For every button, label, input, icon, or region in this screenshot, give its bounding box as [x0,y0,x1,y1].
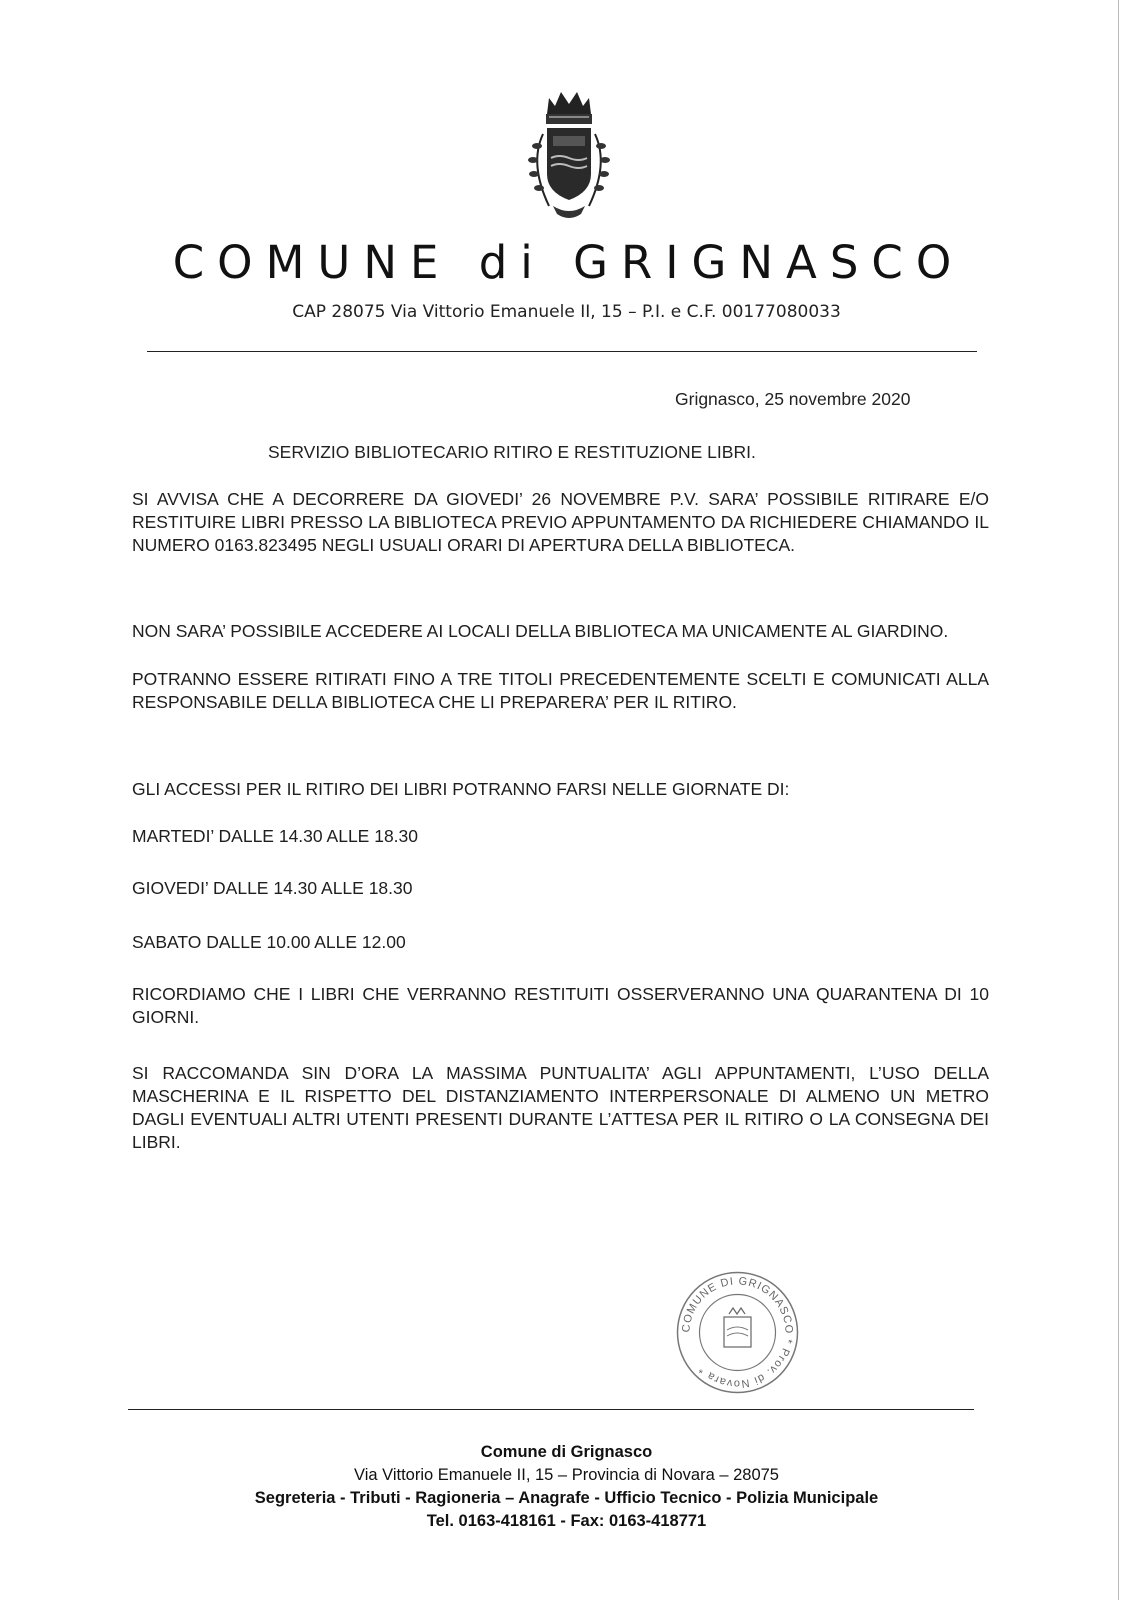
svg-text:COMUNE DI GRIGNASCO * Prov. di [680,1275,794,1389]
page-title: COMUNE di GRIGNASCO [172,236,965,289]
header-address: CAP 28075 Via Vittorio Emanuele II, 15 – P.I. e C.F. 00177080033 [292,302,841,322]
schedule-thursday: GIOVEDI’ DALLE 14.30 ALLE 18.30 [132,878,413,898]
footer-contacts: Tel. 0163-418161 - Fax: 0163-418771 [426,1512,707,1530]
footer-name: Comune di Grignasco [480,1443,653,1461]
municipal-crest-icon [519,84,619,234]
schedule-saturday: SABATO DALLE 10.00 ALLE 12.00 [132,932,406,952]
notice-heading: SERVIZIO BIBLIOTECARIO RITIRO E RESTITUZIONE LIBRI. [268,442,756,462]
paragraph-quarantine: RICORDIAMO CHE I LIBRI CHE VERRANNO RESTITUITI OSSERVERANNO UNA QUARANTENA DI 10 GIORNI. [132,984,989,1027]
paragraph-access: NON SARA’ POSSIBILE ACCEDERE AI LOCALI DELLA BIBLIOTECA MA UNICAMENTE AL GIARDINO. [132,621,949,641]
footer-offices: Segreteria - Tributi - Ragioneria – Anagrafe - Ufficio Tecnico - Polizia Municipale [254,1489,879,1507]
document-date: Grignasco, 25 novembre 2020 [675,389,911,409]
paragraph-titles: POTRANNO ESSERE RITIRATI FINO A TRE TITOLI PRECEDENTEMENTE SCELTI E COMUNICATI ALLA RESPONSABILE DELLA BIBLIOTECA CHE LI PREPARERA’ PER IL RITIRO. [132,669,989,712]
schedule-tuesday: MARTEDI’ DALLE 14.30 ALLE 18.30 [132,826,418,846]
paragraph-recommendations: SI RACCOMANDA SIN D’ORA LA MASSIMA PUNTUALITA’ AGLI APPUNTAMENTI, L’USO DELLA MASCHERINA E IL RISPETTO DEL DISTANZIAMENTO INTERPERSONALE DI ALMENO UN METRO DAGLI EVENTUALI ALTRI UTENTI PRESENTI DURANTE L’ATTESA PER IL RITIRO O LA CONSEGNA DEI LIBRI. [132,1063,989,1152]
header-divider [147,351,977,352]
paragraph-schedule-intro: GLI ACCESSI PER IL RITIRO DEI LIBRI POTRANNO FARSI NELLE GIORNATE DI: [132,779,790,799]
footer-divider [128,1409,974,1410]
seal-text: COMUNE DI GRIGNASCO * Prov. di Novara * [680,1275,795,1390]
paragraph-announcement: SI AVVISA CHE A DECORRERE DA GIOVEDI’ 26 NOVEMBRE P.V. SARA’ POSSIBILE RITIRARE E/O RESTITUIRE LIBRI PRESSO LA BIBLIOTECA PREVIO APPUNTAMENTO DA RICHIEDERE CHIAMANDO IL NUMERO 0163.823495 NEGLI USUALI ORARI DI APERTURA DELLA BIBLIOTECA. [132,489,989,555]
official-seal-stamp [675,1270,800,1395]
footer-address: Via Vittorio Emanuele II, 15 – Provincia di Novara – 28075 [354,1466,779,1484]
